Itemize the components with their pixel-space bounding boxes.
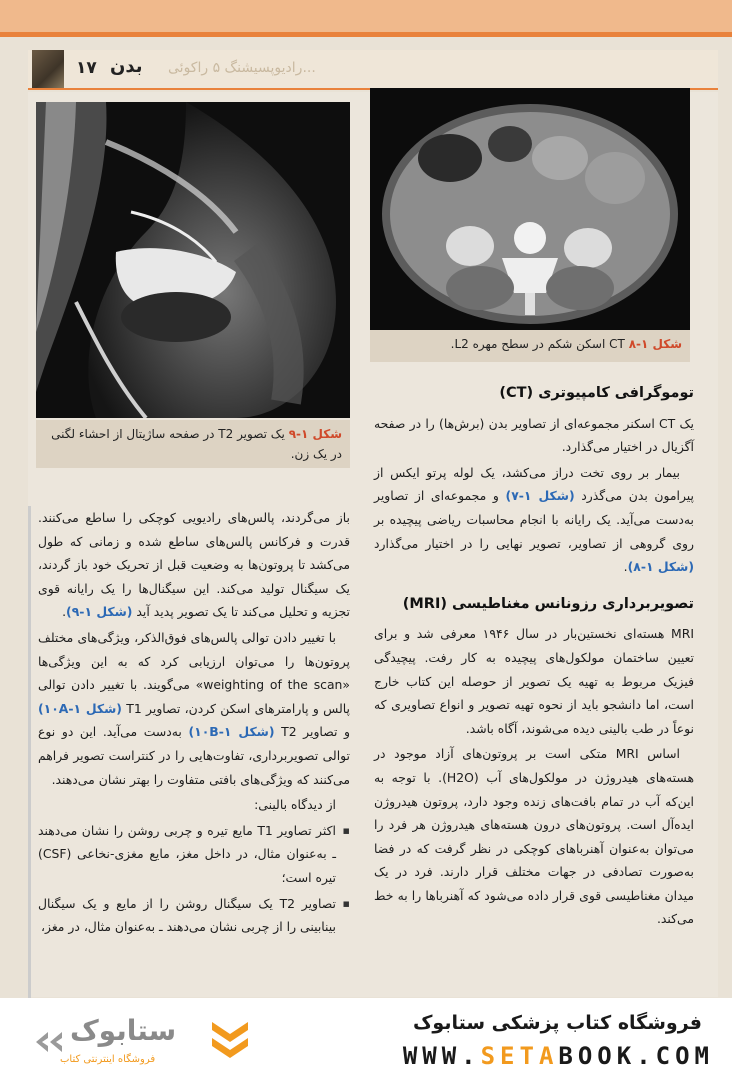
chapter-thumbnail: [32, 50, 64, 88]
bullet-t1: ▪ اکثر تصاویر T1 مایع تیره و چربی روشن را نشان می‌دهند ـ به‌عنوان مثال، در داخل مغز، مایع مغزی-نخاعی (CSF) تیره است؛: [38, 819, 350, 890]
right-text-column: [374, 378, 694, 933]
left-text-column: [38, 506, 350, 941]
figure-ref-1-10a: (شکل ۱-۱۰A): [38, 700, 122, 716]
ct-paragraph-2: [374, 461, 694, 579]
left-p2-text-a: با تغییر دادن توالی پالس‌های فوق‌الذکر، ویژگی‌های مختلف پروتون‌ها را می‌توان ارزیابی کرد که به این ویژگی‌ها «weighting of the scan» می‌گویند. با تغییر دادن توالی پالس و پارامترهای اسکن کردن، تصاویر T1: [38, 629, 350, 716]
figure-ref-1-8: (شکل ۱-۸): [627, 559, 694, 575]
book-chevron-icon: [210, 1014, 250, 1064]
ct-figure-tag: شکل ۱-۸: [628, 337, 682, 351]
url-suffix: BOOK.COM: [558, 1042, 714, 1070]
left-p1-text-a: باز می‌گردند، پالس‌های رادیویی کوچکی را ساطع می‌کنند. قدرت و فرکانس پالس‌های ساطع شده و زمانی که طول می‌کشد تا پروتون‌ها به وضعیت قبل از تحریک خود باز گردند، یک سیگنال تولید می‌کند. این سیگنال‌ها را یک رایانه قوی تجزیه و تحلیل می‌کند تا یک تصویر پدید آید: [38, 510, 350, 620]
chapter-title: بدن: [110, 56, 143, 77]
clinical-intro: از دیدگاه بالینی:: [254, 797, 336, 813]
ct-caption-text: CT اسکن شکم در سطح مهره L2.: [450, 337, 629, 351]
figure-ref-1-10b: (شکل ۱-۱۰B): [188, 724, 275, 740]
mri-paragraph-2: اساس MRI متکی است بر پروتون‌های آزاد موجود در هسته‌های هیدروژن در مولکول‌های آب (H2O). با توجه به این‌که آب در تمام بافت‌های زنده وجود دارد، پروتون هیدروژن ایده‌آل است. پروتون‌های درون هسته‌های هیدروژن هر فرد را می‌توان به‌عنوان آهنرباهای کوچکی در نظر گرفت که در فضا به‌صورت تصادفی در جهات مختلف قرار دارند. فرد در یک میدان مغناطیسی قوی قرار داده می‌شود که آهنرباها را به خط می‌کند.: [374, 746, 694, 927]
ct-p2-text-b: و مجموعه‌ای از تصاویر به‌دست می‌آید. یک رایانه با انجام محاسبات ریاضی پیچیده بر روی گروهی از تصاویر، تصویر نهایی را در اختیار می‌گذارد: [374, 488, 694, 551]
bleed-through-text: رادیوپسیشنگ ۵ راکوئی...: [168, 60, 316, 76]
ct-p2-text-c: .: [623, 559, 628, 575]
store-banner: [0, 998, 732, 1079]
left-paragraph-2: [38, 626, 350, 791]
left-p1-text-b: .: [62, 604, 67, 620]
logo-wordmark: ستابوک: [70, 1014, 177, 1047]
column-edge-shadow: [28, 506, 31, 998]
ct-p2-text-a: بیمار بر روی تخت دراز می‌کشد، یک لوله پرتو ایکس از پیرامون بدن می‌گذرد: [374, 464, 694, 504]
ct-paragraph-1: یک CT اسکنر مجموعه‌ای از تصاویر بدن (برش‌ها) را در صفحه آگزیال در اختیار می‌گذارد.: [374, 415, 695, 455]
left-p2-text-c: به‌دست می‌آید. این دو نوع توالی تصویربرداری، تفاوت‌هایی را در کنتراست تصویر فراهم می‌کنند که ویژگی‌های بافتی متفاوت را بهتر نشان می‌دهند.: [38, 724, 350, 787]
logo-tagline: فروشگاه اینترنتی کتاب: [60, 1054, 156, 1065]
mri-sagittal-image: [36, 102, 350, 418]
page-header: [28, 50, 718, 90]
store-name: فروشگاه کتاب پزشکی ستابوک: [412, 1012, 702, 1034]
book-page: [28, 92, 718, 997]
mri-paragraph-1: MRI هسته‌ای نخستین‌بار در سال ۱۹۴۶ معرفی شد و برای تعیین ساختمان مولکول‌های پیچیده به کار رفت. پیچیدگی فیزیک مربوط به تهیه یک تصویر از حوصله این کتاب خارج است، اما دانشجو باید از نحوه تهیه تصویر و انواع تصاویری که نوعاً در طب بالینی دیده می‌شوند، آگاه باشد.: [374, 626, 694, 736]
ct-axial-image: [370, 88, 690, 330]
bullet-t2: ▪ تصاویر T2 یک سیگنال روشن را از مایع و یک سیگنال بینابینی را از چربی نشان می‌دهند ـ به‌عنوان مثال، در مغز،: [38, 892, 350, 939]
url-highlight: SETA: [480, 1042, 559, 1070]
ct-figure-caption: [370, 330, 690, 362]
mri-figure-caption: [36, 420, 350, 468]
page-number: ۱۷: [76, 58, 97, 78]
mri-caption-text: یک تصویر T2 در صفحه ساژیتال از احشاء لگنی در یک زن.: [51, 427, 342, 461]
figure-ref-1-7: (شکل ۱-۷): [505, 488, 575, 504]
ct-section-heading: توموگرافی کامپیوتری (CT): [499, 385, 694, 401]
store-url[interactable]: [403, 1042, 714, 1070]
mri-section-heading: تصویربرداری رزونانس مغناطیسی (MRI): [402, 595, 694, 612]
url-prefix: WWW.: [402, 1042, 481, 1070]
mri-figure-tag: شکل ۱-۹: [288, 427, 342, 441]
left-paragraph-1: [38, 506, 350, 624]
top-color-band: [0, 0, 732, 34]
left-p2-text-b: و تصاویر T2: [274, 724, 350, 740]
figure-ref-1-9: (شکل ۱-۹): [66, 604, 133, 620]
